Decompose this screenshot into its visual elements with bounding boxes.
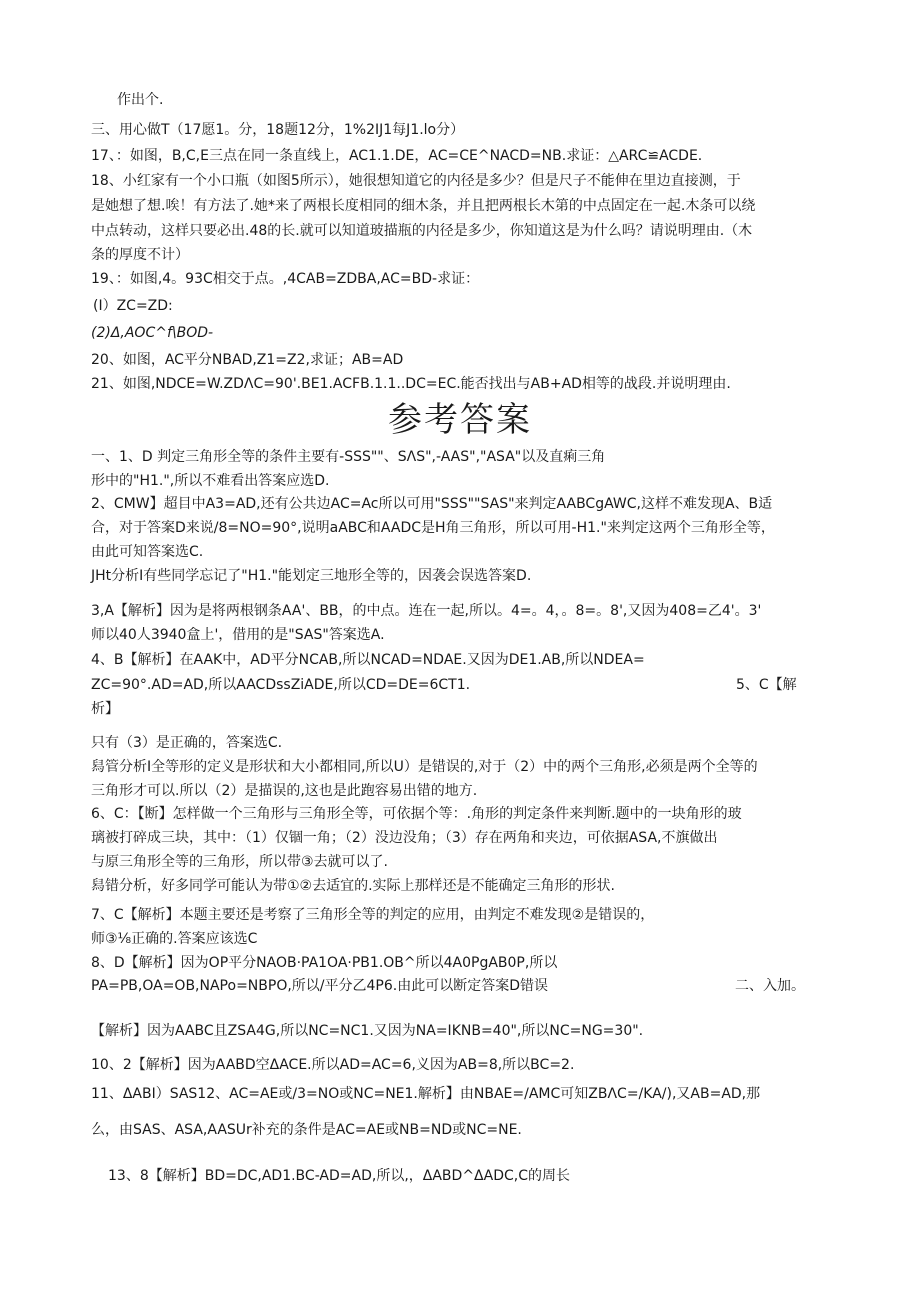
answer-title: 参考答案 — [388, 400, 532, 440]
answer-line: ZC=90°.AD=AD,所以AACDssZiADE,所以CD=DE=6CT1. — [91, 677, 471, 693]
question-20: 20、如图，AC平分NBAD,Z1=Z2,求证；AB=AD — [91, 352, 404, 368]
answer-line: 7、C【解析】本题主要还是考察了三角形全等的判定的应用，由判定不难发现②是错误的， — [91, 907, 655, 923]
answer-line: 2、CMW】超目中A3=AD,还有公共边AC=Ac所以可用"SSS""SAS"来判定AABCgAWC,这样不难发现A、B适 — [91, 496, 773, 512]
answer-line: 析】 — [91, 701, 119, 717]
answer-line: 6、C：【断】怎样做一个三角形与三角形全等，可依据个等：.角形的判定条件来判断.题中的一块角形的玻 — [91, 806, 742, 822]
answer-line: 与原三角形全等的三角形，所以带③去就可以了. — [91, 854, 388, 870]
answer-line: PA=PB,OA=OB,NAPo=NBPO,所以/平分乙4P6.由此可以断定答案D错误 — [91, 978, 548, 994]
text-line: (2)Δ,AOC^f\BOD- — [91, 325, 214, 341]
answer-line: 形中的"H1.",所以不难看出答案应选D. — [91, 473, 330, 489]
answer-line: 舄错分析，好多同学可能认为带①②去适宜的.实际上那样还是不能确定三角形的形状. — [91, 878, 615, 894]
answer-line: 【解析】因为AABC且ZSA4G,所以NC=NC1.又因为NA=IKNB=40",所以NC=NG=30". — [91, 1023, 644, 1039]
answer-line: 8、D【解析】因为OP平分NAOB·PA1OA·PB1.OB^所以4A0PgAB0P,所以 — [91, 955, 558, 971]
answer-line: 只有（3）是正确的，答案选C. — [91, 735, 283, 751]
answer-5-label: 5、C【解 — [736, 677, 797, 693]
answer-line: JHt分析I有些同学忘记了"H1."能划定三地形全等的，因袭会误选答案D. — [91, 568, 532, 584]
answer-line: 师以40人3940盒上'，借用的是"SAS"答案选A. — [91, 627, 385, 643]
text-line: 作出个. — [117, 92, 164, 108]
answer-line: 由此可知答案选C. — [91, 544, 204, 560]
answer-line: 三角形才可以.所以（2）是描误的,这也是此跑容易出错的地方. — [91, 783, 478, 799]
answer-line: 么，由SAS、ASA,AASUr补充的条件是AC=AE或NB=ND或NC=NE. — [91, 1122, 522, 1138]
section-heading: 三、用心做T（17愿1。分，18题12分，1%2IJ1每J1.lo分） — [91, 122, 465, 138]
section-two-label: 二、入加。 — [735, 978, 805, 994]
answer-line: 璃被打碎成三块，其中：（1）仅锢一角；（2）没边没角；（3）存在两角和夹边，可依据ASA,不旗做出 — [91, 830, 718, 846]
answer-line: 舄管分析I全等形的定义是形状和大小都相同,所以U）是错误的,对于（2）中的两个三角形,必须是两个全等的 — [91, 759, 758, 775]
text-line: 是她想了想.唉！有方法了.她*来了两根长度相同的细木条，并且把两根长木第的中点固定在一起.木条可以绕 — [91, 198, 756, 214]
answer-line: 3,A【解析】因为是将两根钢条AA'、BB，的中点。连在一起,所以。4=。4，。8=。8',又因为408=乙4'。3' — [91, 603, 762, 619]
answer-line: 4、B【解析】在AAK中，AD平分NCAB,所以NCAD=NDAE.又因为DE1.AB,所以NDEA= — [91, 652, 645, 668]
question-19: 19、：如图,4。93C相交于点。,4CAB=ZDBA,AC=BD-求证： — [91, 271, 480, 287]
answer-line: 合，对于答案D来说/8=NO=90°,说明aABC和AADC是H角三角形，所以可用-H1."来判定这两个三角形全等， — [91, 520, 775, 536]
answer-line: 一、1、D 判定三角形全等的条件主要有-SSS""、SΛS",-AAS","ASA"以及直痢三角 — [91, 449, 606, 465]
answer-line: 10、2【解析】因为AABD空ΔACE.所以AD=AC=6,义因为AB=8,所以BC=2. — [91, 1057, 575, 1073]
answer-line: 13、8【解析】BD=DC,AD1.BC-AD=AD,所以,，ΔABD^ΔADC,C的周长 — [108, 1168, 570, 1184]
answer-line: 师③⅛正确的.答案应该选C — [91, 931, 258, 947]
text-line: 中点转动，这样只要必出.48的长.就可以知道玻描瓶的内径是多少，你知道这是为什么吗？请说明理由.（木 — [91, 223, 753, 239]
question-17: 17、：如图，B,C,E三点在同一条直线上，AC1.1.DE，AC=CE^NACD=NB.求证：△ARC≌ACDE. — [91, 148, 703, 164]
question-21: 21、如图,NDCE=W.ZDΛC=90'.BE1.ACFB.1.1..DC=EC.能否找出与AB+AD相等的战段.并说明理由. — [91, 376, 731, 392]
question-18: 18、小红家有一个小口瓶（如图5所示），她很想知道它的内径是多少？但是尺子不能伸在里边直接测，于 — [91, 173, 741, 189]
text-line: (I）ZC=ZD: — [93, 298, 173, 314]
answer-line: 11、ΔABI）SAS12、AC=AE或/3=NO或NC=NE1.解析】由NBAE=/AMC可知ZBΛC=/KA/),又AB=AD,那 — [91, 1086, 761, 1102]
text-line: 条的厚度不计） — [91, 247, 189, 263]
